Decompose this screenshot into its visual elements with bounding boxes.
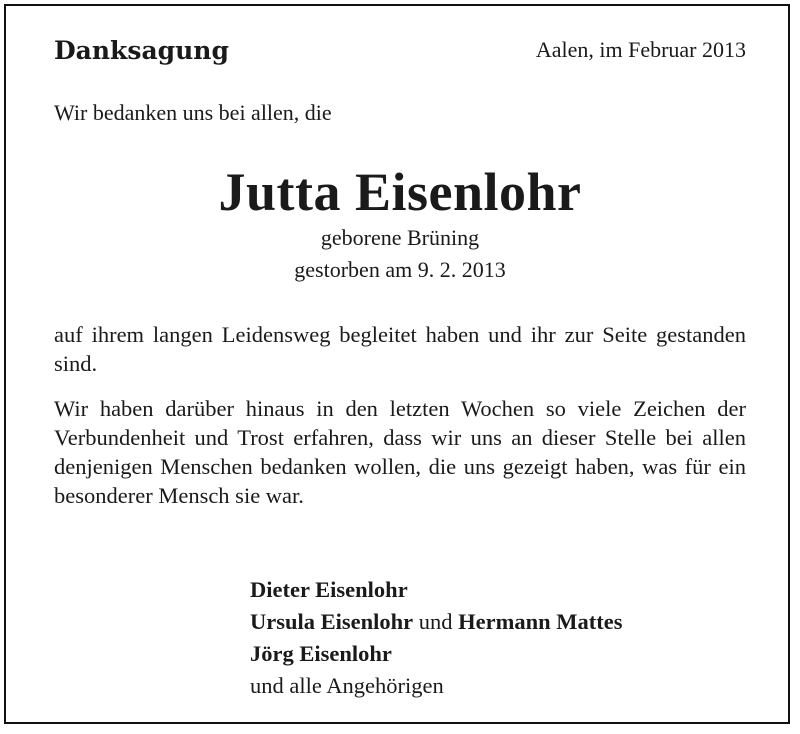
signer-2b: Hermann Mattes [458,609,623,634]
signer-3: Jörg Eisenlohr [250,641,392,666]
signer-1: Dieter Eisenlohr [250,577,408,602]
death-date: gestorben am 9. 2. 2013 [294,257,506,282]
name-block [0,162,800,286]
signer-2-and: und [418,609,453,634]
birth-name: geborene Brüning [320,225,480,250]
signer-2-line [250,606,623,638]
paragraph-1: auf ihrem langen Leidensweg begleitet haben und ihr zur Seite gestanden sind. [54,322,746,376]
signers [250,574,623,702]
notice-heading: Danksagung [54,35,229,65]
paragraph-2: Wir haben darüber hinaus in den letzten Wochen so viele Zeichen der Verbundenheit und Trost erfahren, dass wir uns an dieser Stelle bei allen denjenigen Menschen bedanken wollen, die uns gezeigt haben, was für ein besonderer Mensch sie war. [54,396,746,508]
signer-2a: Ursula Eisenlohr [250,609,414,634]
signer-relatives: und alle Angehörigen [250,673,444,698]
intro-text: Wir bedanken uns bei allen, die [54,100,332,125]
heading-row [54,32,746,68]
dateline: Aalen, im Februar 2013 [535,37,746,62]
deceased-name: Jutta Eisenlohr [218,162,582,222]
